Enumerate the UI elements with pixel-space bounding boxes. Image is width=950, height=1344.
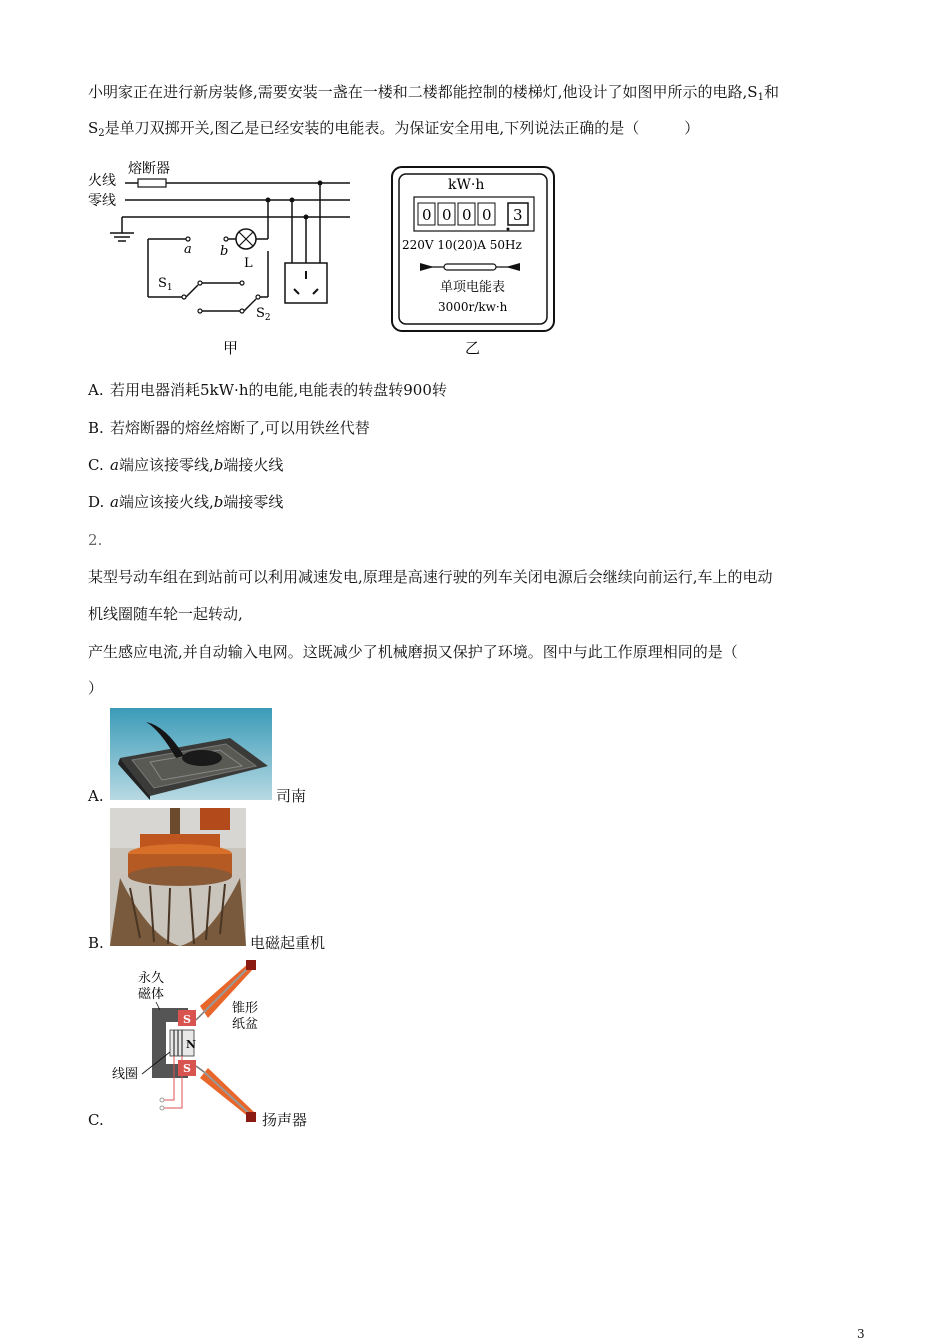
q1-option-a-letter: A.: [88, 381, 104, 399]
q1-option-d-a: a: [110, 493, 119, 511]
meter-digit-1: 0: [422, 206, 432, 224]
q1-option-c-letter: C.: [88, 456, 104, 474]
meter-name: 单项电能表: [440, 280, 506, 295]
label-b: b: [220, 244, 229, 259]
circuit-diagram-jia: [80, 155, 370, 360]
q2-line4: ）: [88, 679, 104, 697]
energy-meter-yi: [390, 165, 560, 360]
meter-digit-2: 0: [442, 206, 452, 224]
q2-option-a-caption: 司南: [276, 787, 307, 805]
switch-s2-icon: [244, 299, 256, 311]
q1-line2-text: 是单刀双掷开关,图乙是已经安装的电能表。为保证安全用电,下列说法正确的是（ ）: [104, 119, 700, 137]
page-number: 3: [857, 1327, 865, 1341]
meter-digit-5: 3: [513, 206, 523, 224]
speaker-diagram-image: [108, 960, 268, 1126]
label-s2: $S_2$: [256, 306, 271, 323]
q2-line3: 产生感应电流,并自动输入电网。这既减少了机械磨损又保护了环境。图中与此工作原理相同的是（: [88, 643, 738, 661]
label-s-top: S: [183, 1013, 191, 1026]
q1-option-c-a: a: [110, 456, 119, 474]
q2-option-b-letter[interactable]: B.: [88, 934, 104, 952]
q1-line1: [88, 82, 779, 108]
sinan-compass-image: [110, 708, 272, 800]
label-magnet-1: 永久: [138, 971, 165, 986]
label-s-bottom: S: [183, 1062, 191, 1075]
label-cone-2: 纸盆: [232, 1017, 259, 1032]
label-a: a: [184, 242, 192, 257]
q1-option-d-letter: D.: [88, 493, 105, 511]
q1-line2: [88, 118, 699, 144]
q1-option-d-b: b: [213, 493, 224, 511]
switch-s1-icon: [198, 281, 202, 285]
label-zero: 零线: [88, 193, 116, 209]
q1-option-b[interactable]: [88, 418, 370, 438]
q2-option-a-letter[interactable]: A.: [88, 787, 104, 805]
q1-option-c[interactable]: [88, 455, 283, 475]
label-coil: 线圈: [112, 1067, 139, 1082]
q1-option-d-text2: 端接零线: [223, 493, 284, 511]
q1-option-b-text: 若熔断器的熔丝熔断了,可以用铁丝代替: [110, 419, 370, 437]
q1-option-c-b: b: [213, 456, 224, 474]
q1-option-a[interactable]: [88, 380, 447, 400]
q1-option-d-text1: 端应该接火线,: [118, 493, 214, 511]
meter-digit-3: 0: [462, 206, 472, 224]
fuse-icon: [138, 179, 166, 187]
q1-line1-text: 小明家正在进行新房装修,需要安装一盏在一楼和二楼都能控制的楼梯灯,他设计了如图甲所示的电路,S: [88, 83, 758, 101]
meter-digit-4: 0: [482, 206, 492, 224]
q1-line1-end: 和: [763, 83, 779, 101]
q1-option-a-text: 若用电器消耗5kW·h的电能,电能表的转盘转900转: [110, 381, 447, 399]
label-L: L: [244, 256, 253, 271]
socket-icon: [285, 263, 327, 303]
meter-spec: 220V 10(20)A 50Hz: [402, 238, 522, 252]
q1-option-d[interactable]: [88, 492, 283, 512]
electromagnetic-crane-image: [110, 808, 246, 946]
label-fuse: 熔断器: [128, 161, 170, 177]
q2-line1: 某型号动车组在到站前可以利用减速发电,原理是高速行驶的列车关闭电源后会继续向前运行,车上的电动: [88, 568, 773, 586]
label-magnet-2: 磁体: [138, 987, 165, 1002]
q1-line2-s: S: [88, 119, 99, 137]
meter-unit: kW·h: [448, 177, 485, 193]
label-cone-1: 锥形: [232, 1001, 259, 1016]
label-s1: $S_1$: [158, 276, 173, 293]
q2-option-c-letter[interactable]: C.: [88, 1111, 104, 1129]
q2-option-c-caption: 扬声器: [262, 1111, 308, 1129]
label-fire: 火线: [88, 173, 116, 189]
caption-yi: 乙: [465, 339, 481, 357]
q1-option-c-text1: 端应该接零线,: [118, 456, 214, 474]
label-n: N: [186, 1038, 197, 1051]
q1-line2-sub: 2: [98, 128, 105, 139]
q2-number: 2.: [88, 531, 103, 549]
meter-rate: 3000r/kw·h: [438, 300, 508, 314]
q1-option-b-letter: B.: [88, 419, 104, 437]
q1-line1-sub: 1: [757, 92, 764, 103]
caption-jia: 甲: [223, 339, 239, 357]
q2-line2: 机线圈随车轮一起转动,: [88, 605, 243, 623]
q2-option-b-caption: 电磁起重机: [250, 934, 326, 952]
q1-option-c-text2: 端接火线: [223, 456, 284, 474]
